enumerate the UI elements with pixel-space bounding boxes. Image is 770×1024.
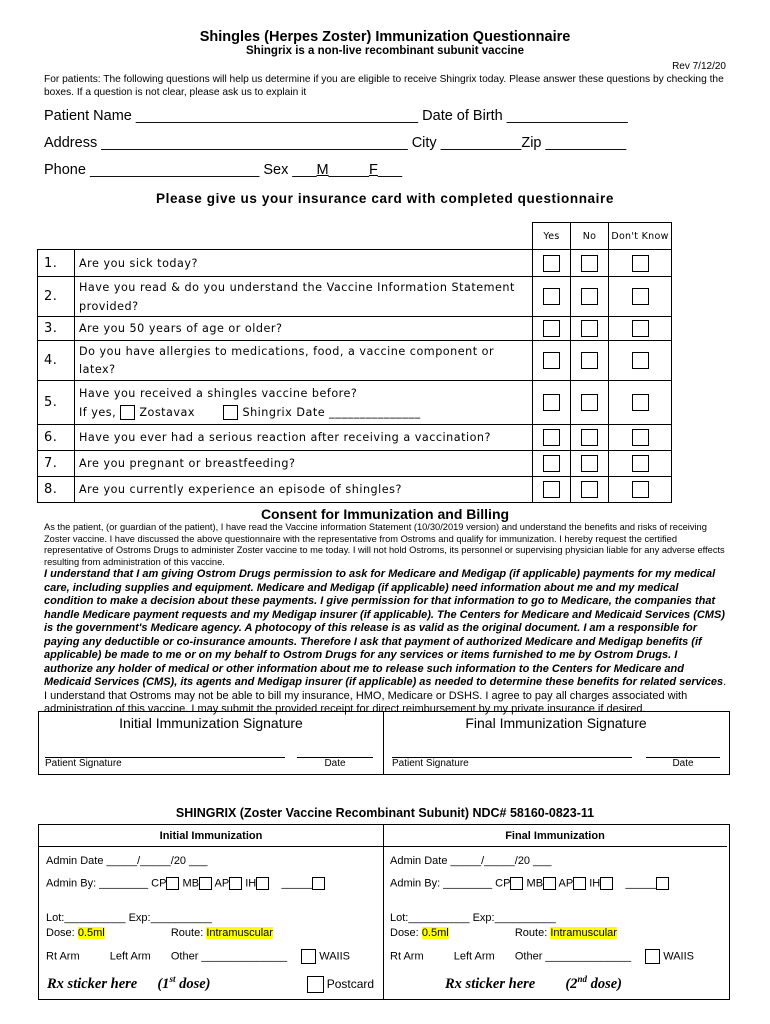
- rx-sticker-label: Rx sticker here: [445, 975, 536, 992]
- consent-paragraph: As the patient, (or guardian of the patient), I have read the Vaccine information Statement (10/30/2019 version) and understand the benefits and risks of receiving Zoster vaccine. I have discussed the above questionnaire with the representative from Ostroms and qualify for immunization. I hereby request the certified representative of Ostroms Drugs to administer Zoster vaccine to me today. I will not hold Ostroms, its personnel or supervising physician liable for any adverse effects resulting from administration of this vaccine.: [44, 522, 725, 567]
- other-site-field[interactable]: Other ______________: [514, 950, 632, 963]
- column-header-no: No: [571, 223, 609, 250]
- question-text: Are you pregnant or breastfeeding?: [75, 451, 533, 477]
- prior-vaccine-date-field[interactable]: Date _______________: [296, 405, 421, 419]
- q3-dont-know-checkbox[interactable]: [632, 320, 649, 337]
- second-dose-sup: nd: [577, 974, 587, 984]
- q8-dont-know-checkbox[interactable]: [632, 481, 649, 498]
- shingrix-checkbox[interactable]: [223, 405, 238, 420]
- initial-waiis-checkbox[interactable]: [301, 949, 316, 964]
- initial-cp-checkbox[interactable]: [166, 877, 179, 890]
- waiis-label: WAIIS: [319, 950, 351, 963]
- patient-signature-label: Patient Signature: [45, 758, 122, 769]
- q1-no-checkbox[interactable]: [581, 255, 598, 272]
- question-text: Have you received a shingles vaccine before?: [79, 386, 358, 400]
- first-dose-label: [157, 976, 210, 992]
- rx-sticker-label: Rx sticker here: [47, 975, 138, 992]
- q4-dont-know-checkbox[interactable]: [632, 352, 649, 369]
- final-site-row: [390, 949, 694, 964]
- first-dose-text-b: dose): [175, 975, 211, 992]
- question-number: 1.: [38, 250, 75, 277]
- final-admin-by-row: [390, 877, 669, 890]
- admin-by-label[interactable]: Admin By: ________ CP: [46, 877, 167, 890]
- initial-immunization-column: [39, 825, 384, 999]
- revision-date: Rev 7/12/20: [672, 61, 726, 72]
- question-number: 8.: [38, 477, 75, 503]
- q6-yes-checkbox[interactable]: [543, 429, 560, 446]
- final-lot-exp-field[interactable]: Lot:__________ Exp:__________: [390, 912, 556, 924]
- initial-mb-checkbox[interactable]: [199, 877, 212, 890]
- final-mb-checkbox[interactable]: [543, 877, 556, 890]
- q3-no-checkbox[interactable]: [581, 320, 598, 337]
- initial-signature-date-field[interactable]: [297, 757, 373, 769]
- q8-no-checkbox[interactable]: [581, 481, 598, 498]
- mb-label: MB: [526, 877, 544, 890]
- question-number: 6.: [38, 425, 75, 451]
- question-text: Do you have allergies to medications, food, a vaccine component or latex?: [75, 341, 533, 381]
- table-row: [38, 425, 672, 451]
- patient-signature-label: Patient Signature: [392, 758, 469, 769]
- route-label: Route:: [170, 927, 204, 939]
- form-subtitle: Shingrix is a non-live recombinant subunit vaccine: [246, 45, 524, 57]
- ap-label: AP: [214, 877, 230, 890]
- q6-no-checkbox[interactable]: [581, 429, 598, 446]
- prior-vaccine-line: [79, 403, 528, 422]
- final-immunization-column: [383, 825, 727, 999]
- rt-arm-option[interactable]: Rt Arm: [46, 950, 80, 963]
- ih-label: IH: [245, 877, 257, 890]
- final-other-admin-checkbox[interactable]: [656, 877, 669, 890]
- q2-no-checkbox[interactable]: [581, 288, 598, 305]
- other-site-field[interactable]: Other ______________: [170, 950, 288, 963]
- route-value: Intramuscular: [206, 927, 273, 939]
- left-arm-option[interactable]: Left Arm: [453, 950, 495, 963]
- insurance-card-note: Please give us your insurance card with completed questionnaire: [156, 191, 614, 206]
- sex-end-line: ___: [377, 162, 403, 178]
- dose-value: 0.5ml: [421, 927, 449, 939]
- table-row: [38, 341, 672, 381]
- question-text: Are you sick today?: [75, 250, 533, 277]
- q5-no-checkbox[interactable]: [581, 394, 598, 411]
- final-ap-checkbox[interactable]: [573, 877, 586, 890]
- final-immunization-header: Final Immunization: [383, 825, 727, 847]
- table-row: [38, 250, 672, 277]
- initial-patient-signature-field[interactable]: [45, 757, 285, 769]
- final-rx-sticker-row: [445, 974, 622, 993]
- medicare-authorization-text: I understand that I am giving Ostrom Drugs permission to ask for Medicare and Medigap (if applicable) payments for my medical care, including supplies and equipment. Medicare and Medigap (if applicable) need information about me and my medical condition to make a decision about these payments. I give permission for that information to go to Medicare, the companies that handle Medicare payment requests and my Medigap insurer (if applicable). The Centers for Medicare and Medicaid Services (CMS) is the government's Medicare agency. A photocopy of this release is as valid as the original document. I am a responsible for paying any deductible or co-insurance amounts. Therefore I ask that payment of authorized Medicare and Medigap benefits (if applicable) be made to me or on my behalf to Ostrom Drugs for any services or items furnished to me by Ostrom Drugs. I authorize any holder of medical or other information about me to release such information to the Centers for Medicare and Medicaid Services (CMS), its agents and Medigap insurer (if applicable) as needed to determine these benefits for related services: [44, 568, 725, 689]
- final-signature-date-field[interactable]: [646, 757, 720, 769]
- ap-label: AP: [558, 877, 574, 890]
- address-city-zip-line[interactable]: Address ______________________________________ City __________Zip __________: [44, 135, 627, 151]
- q4-no-checkbox[interactable]: [581, 352, 598, 369]
- patient-name-dob-line[interactable]: Patient Name ___________________________________ Date of Birth _______________: [44, 108, 628, 124]
- initial-ap-checkbox[interactable]: [229, 877, 242, 890]
- left-arm-option[interactable]: Left Arm: [109, 950, 151, 963]
- second-dose-text-b: dose): [586, 975, 622, 992]
- consent-billing-paragraph: [44, 568, 729, 717]
- table-row: [38, 451, 672, 477]
- table-row: [38, 477, 672, 503]
- table-header-row: [38, 223, 672, 250]
- header-blank-cell: [38, 223, 533, 250]
- initial-signature-heading: Initial Immunization Signature: [119, 715, 303, 731]
- q1-yes-checkbox[interactable]: [543, 255, 560, 272]
- final-admin-date-field[interactable]: Admin Date _____/_____/20 ___: [390, 855, 552, 867]
- if-yes-label: If yes,: [79, 405, 117, 419]
- postcard-checkbox[interactable]: [307, 976, 324, 993]
- waiis-label: WAIIS: [663, 950, 695, 963]
- signature-box: [38, 711, 730, 775]
- table-row: [38, 277, 672, 317]
- second-dose-text-a: (2: [565, 975, 578, 992]
- question-text: Are you currently experience an episode of shingles?: [75, 477, 533, 503]
- sex-female-option[interactable]: F: [368, 162, 378, 178]
- initial-admin-by-row: [46, 877, 325, 890]
- initial-immunization-header: Initial Immunization: [39, 825, 383, 847]
- q5-yes-checkbox[interactable]: [543, 394, 560, 411]
- sex-male-option[interactable]: M: [316, 162, 329, 178]
- first-dose-text-a: (1: [157, 975, 170, 992]
- column-header-yes: Yes: [533, 223, 571, 250]
- table-row: [38, 381, 672, 425]
- second-dose-label: [565, 976, 622, 992]
- phone-sex-line[interactable]: [44, 162, 402, 178]
- form-title: Shingles (Herpes Zoster) Immunization Questionnaire: [199, 29, 571, 45]
- initial-signature-section: [39, 712, 384, 774]
- question-text: Have you ever had a serious reaction after receiving a vaccination?: [75, 425, 533, 451]
- q7-yes-checkbox[interactable]: [543, 455, 560, 472]
- question-text: Are you 50 years of age or older?: [75, 317, 533, 341]
- admin-by-label[interactable]: Admin By: ________ CP: [390, 877, 511, 890]
- question-cell: [75, 381, 533, 425]
- administration-box: [38, 824, 730, 1000]
- shingrix-label: Shingrix: [242, 405, 293, 419]
- question-number: 7.: [38, 451, 75, 477]
- question-number: 5.: [38, 381, 75, 425]
- q4-yes-checkbox[interactable]: [543, 352, 560, 369]
- table-row: [38, 317, 672, 341]
- question-number: 3.: [38, 317, 75, 341]
- final-dose-route-row: [390, 927, 617, 939]
- initial-lot-exp-field[interactable]: Lot:__________ Exp:__________: [46, 912, 212, 924]
- initial-ih-checkbox[interactable]: [256, 877, 269, 890]
- zostavax-checkbox[interactable]: [120, 405, 135, 420]
- final-ih-checkbox[interactable]: [600, 877, 613, 890]
- zostavax-label: Zostavax: [139, 405, 195, 419]
- initial-site-row: [46, 949, 350, 964]
- other-admin-blank[interactable]: _____: [281, 877, 313, 890]
- final-signature-heading: Final Immunization Signature: [465, 715, 647, 731]
- dose-label: Dose:: [390, 927, 419, 939]
- route-value: Intramuscular: [550, 927, 617, 939]
- q2-yes-checkbox[interactable]: [543, 288, 560, 305]
- date-label: Date: [324, 758, 346, 769]
- other-admin-blank[interactable]: _____: [625, 877, 657, 890]
- q2-dont-know-checkbox[interactable]: [632, 288, 649, 305]
- consent-billing-tail: . I understand that Ostroms may not be able to bill my insurance, HMO, Medicare or DSHS. I agree to pay all charges associated with administration of this vaccine. I may submit the provided receipt for direct reimbursement by my private insurance if desired.: [44, 676, 727, 716]
- patient-instructions: For patients: The following questions will help us determine if you are eligible to receive Shingrix today. Please answer these questions by checking the boxes. If a question is not clear, please ask us to explain it: [44, 74, 724, 98]
- sex-separator: _____: [328, 162, 369, 178]
- route-label: Route:: [514, 927, 548, 939]
- q7-dont-know-checkbox[interactable]: [632, 455, 649, 472]
- initial-admin-date-field[interactable]: Admin Date _____/_____/20 ___: [46, 855, 208, 867]
- mb-label: MB: [182, 877, 200, 890]
- q1-dont-know-checkbox[interactable]: [632, 255, 649, 272]
- question-number: 2.: [38, 277, 75, 317]
- dose-label: Dose:: [46, 927, 75, 939]
- column-header-dont-know: Don't Know: [609, 223, 672, 250]
- phone-sex-label: Phone _____________________ Sex ___: [44, 162, 317, 178]
- final-patient-signature-field[interactable]: [392, 757, 632, 769]
- q3-yes-checkbox[interactable]: [543, 320, 560, 337]
- final-cp-checkbox[interactable]: [510, 877, 523, 890]
- consent-text: [44, 522, 729, 717]
- rt-arm-option[interactable]: Rt Arm: [390, 950, 424, 963]
- dose-value: 0.5ml: [77, 927, 105, 939]
- shingrix-ndc-heading: SHINGRIX (Zoster Vaccine Recombinant Subunit) NDC# 58160-0823-11: [175, 806, 595, 820]
- initial-dose-route-row: [46, 927, 273, 939]
- q7-no-checkbox[interactable]: [581, 455, 598, 472]
- final-signature-section: [384, 712, 728, 774]
- questionnaire-table: [37, 222, 672, 503]
- ih-label: IH: [589, 877, 601, 890]
- final-waiis-checkbox[interactable]: [645, 949, 660, 964]
- postcard-label: Postcard: [326, 976, 375, 991]
- date-label: Date: [672, 758, 694, 769]
- q6-dont-know-checkbox[interactable]: [632, 429, 649, 446]
- consent-heading: Consent for Immunization and Billing: [260, 506, 510, 522]
- initial-other-admin-checkbox[interactable]: [312, 877, 325, 890]
- question-text: Have you read & do you understand the Vaccine Information Statement provided?: [75, 277, 533, 317]
- first-dose-sup: st: [169, 974, 176, 984]
- initial-rx-sticker-row: [47, 974, 374, 993]
- question-number: 4.: [38, 341, 75, 381]
- q8-yes-checkbox[interactable]: [543, 481, 560, 498]
- q5-dont-know-checkbox[interactable]: [632, 394, 649, 411]
